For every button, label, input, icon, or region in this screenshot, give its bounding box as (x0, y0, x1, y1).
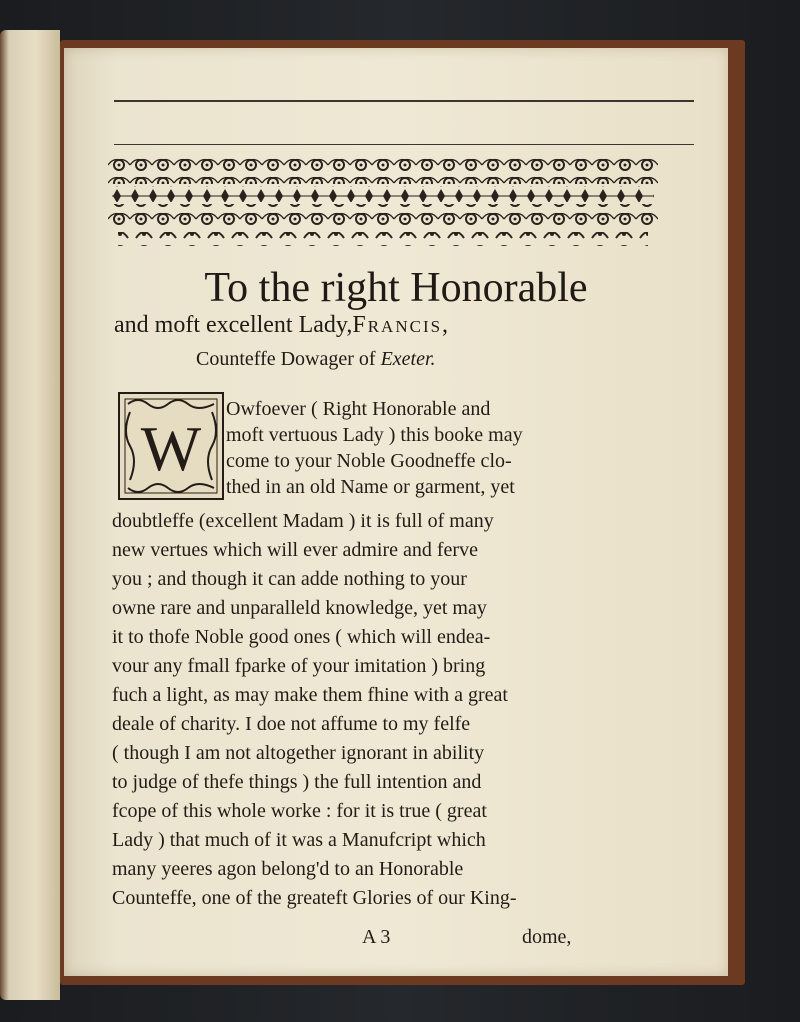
dropcap-letter: W (140, 413, 202, 484)
dedication-subtitle (114, 312, 450, 339)
text-line: new vertues which will ever admire and ferve (112, 539, 478, 561)
signature-mark: A 3 (362, 926, 391, 948)
text-line: Owfoever ( Right Honorable and (226, 398, 491, 420)
text-line: thed in an old Name or garment, yet (226, 476, 515, 498)
text-line: doubtleffe (excellent Madam ) it is full of many (112, 510, 494, 532)
text-line: ( though I am not altogether ignorant in ability (112, 742, 485, 764)
decorated-initial-w (118, 392, 224, 500)
text-line: deale of charity. I doe not affume to my felfe (112, 713, 471, 735)
text-line: many yeeres agon belong'd to an Honorable (112, 858, 464, 880)
fleuron-ornament-band (108, 156, 658, 248)
text-line: you ; and though it can adde nothing to your (112, 568, 467, 590)
text-line: fuch a light, as may make them fhine with a great (112, 684, 508, 706)
text-line: owne rare and unparalleld knowledge, yet may (112, 597, 487, 619)
text-line: it to thofe Noble good ones ( which will endea- (112, 626, 491, 648)
dedication-title: To the right Honorable (204, 265, 588, 311)
dedicatee-name: Francis, (352, 312, 451, 338)
text-line: vour any fmall fparke of your imitation ) bring (112, 655, 486, 677)
text-line: to judge of thefe things ) the full intention and (112, 771, 482, 793)
dedicatee-rank: Counteffe Dowager of (196, 348, 381, 370)
text-line: moft vertuous Lady ) this booke may (226, 424, 523, 446)
book-page (64, 48, 728, 976)
text-line: fcope of this whole worke : for it is true ( great (112, 800, 487, 822)
dedicatee-place: Exeter. (380, 348, 436, 370)
text-line: come to your Noble Goodneffe clo- (226, 450, 512, 472)
dedicatee-title (196, 348, 436, 371)
catchword: dome, (522, 926, 572, 948)
bottom-rule (114, 144, 694, 145)
top-rule (114, 100, 694, 102)
subtitle-text: and moft excellent Lady, (114, 312, 353, 338)
text-line: Counteffe, one of the greateft Glories of our King- (112, 887, 517, 909)
facing-page-edge (0, 30, 60, 1000)
text-line: Lady ) that much of it was a Manufcript which (112, 829, 486, 851)
